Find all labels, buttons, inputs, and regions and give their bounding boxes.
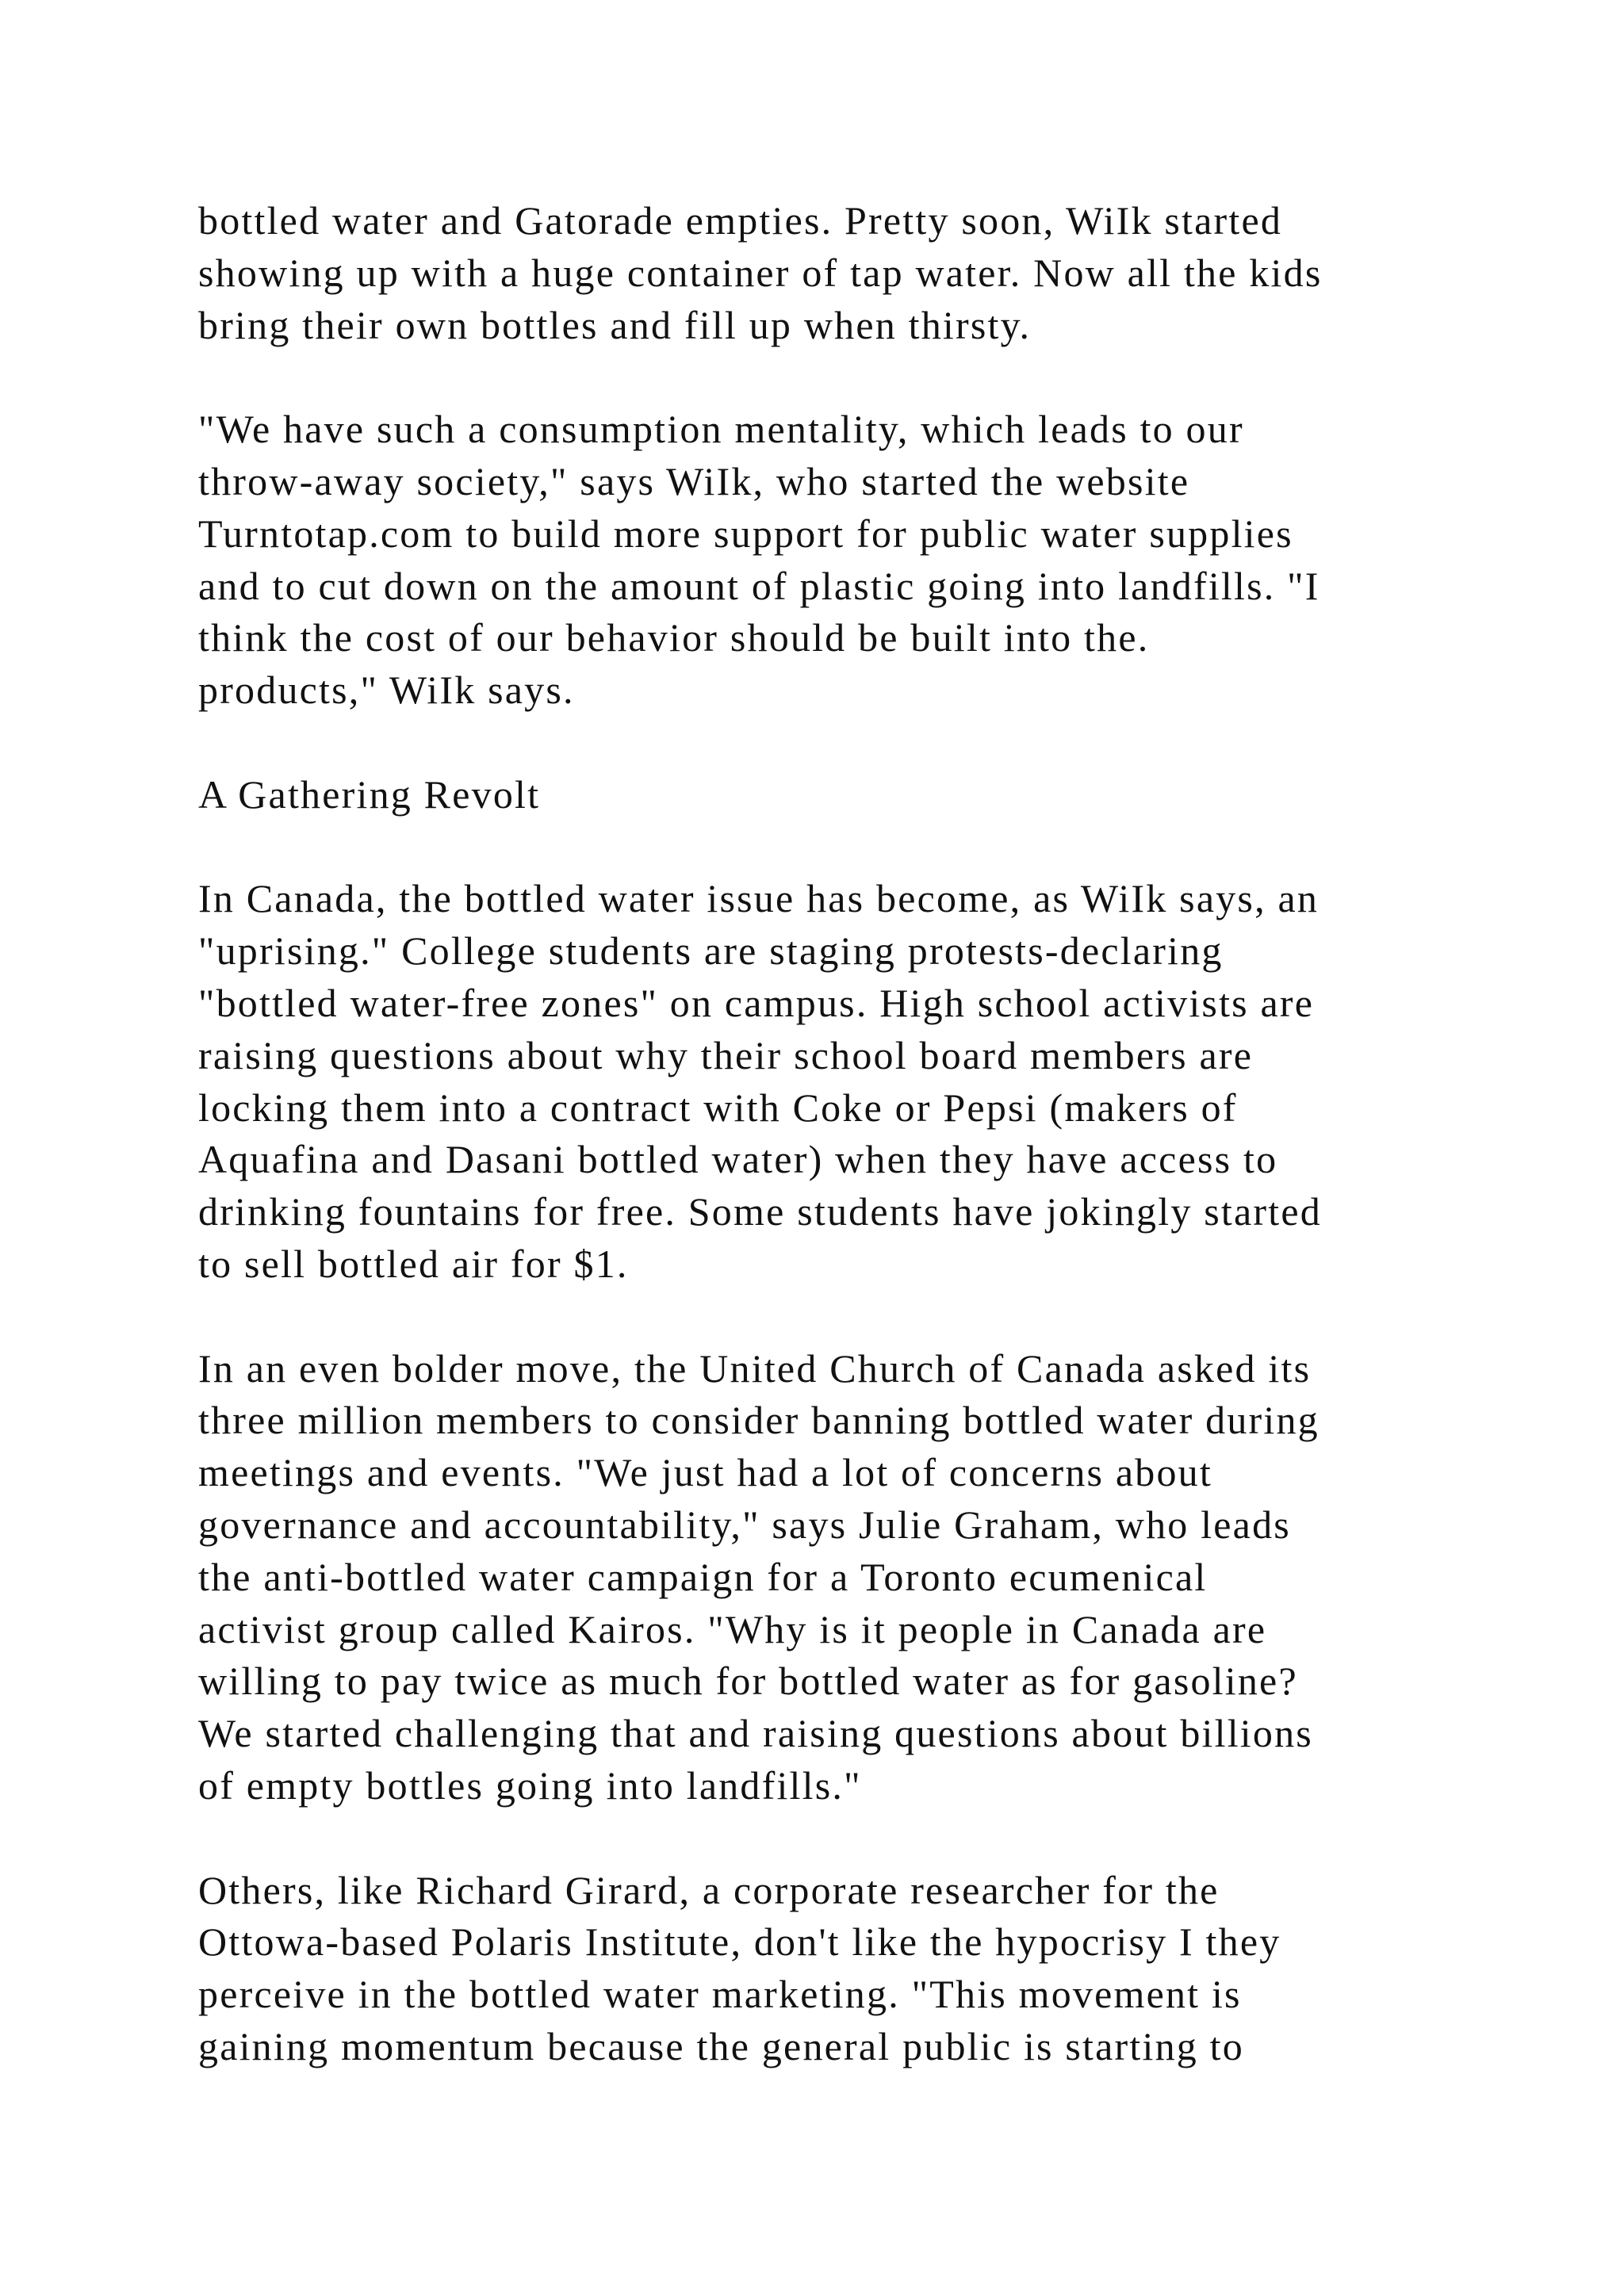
article-text [198, 195, 1546, 2073]
paragraph-richard-girard: Others, like Richard Girard, a corporate researcher for the Ottowa-based Polaris Institute, don't like the hypocrisy I they perceive in the bottled water marketing. "This movement is gaining momentum because the general public is starting to [198, 1867, 1281, 2068]
paragraph-united-church: In an even bolder move, the United Church of Canada asked its three million members to consider banning bottled water during meetings and events. "We just had a lot of concerns about governance and accountability," says Julie Graham, who leads the anti-bottled water campaign for a Toronto ecumenical activist group called Kairos. "Why is it people in Canada are willing to pay twice as much for bottled water as for gasoline? We started challenging that and raising questions about billions of empty bottles going into landfills." [198, 1345, 1320, 1808]
section-heading: A Gathering Revolt [198, 771, 541, 817]
paragraph-wilk-tap-water: bottled water and Gatorade empties. Pretty soon, WiIk started showing up with a huge container of tap water. Now all the kids bring their own bottles and fill up when thirsty. [198, 198, 1323, 347]
paragraph-canada-uprising: In Canada, the bottled water issue has become, as WiIk says, an "uprising." College students are staging protests-declaring "bottled water-free zones" on campus. High school activists are raising questions about why their school board members are locking them into a contract with Coke or Pepsi (makers of Aquafina and Dasani bottled water) when they have access to drinking fountains for free. Some students have jokingly started to sell bottled air for $1. [198, 876, 1322, 1286]
paragraph-consumption-mentality: "We have such a consumption mentality, which leads to our throw-away society," says WiIk, who started the website Turntotap.com to build more support for public water supplies and to cut down on the amount of plastic going into landfills. "I think the cost of our behavior should be built into the. products," WiIk says. [198, 407, 1320, 713]
